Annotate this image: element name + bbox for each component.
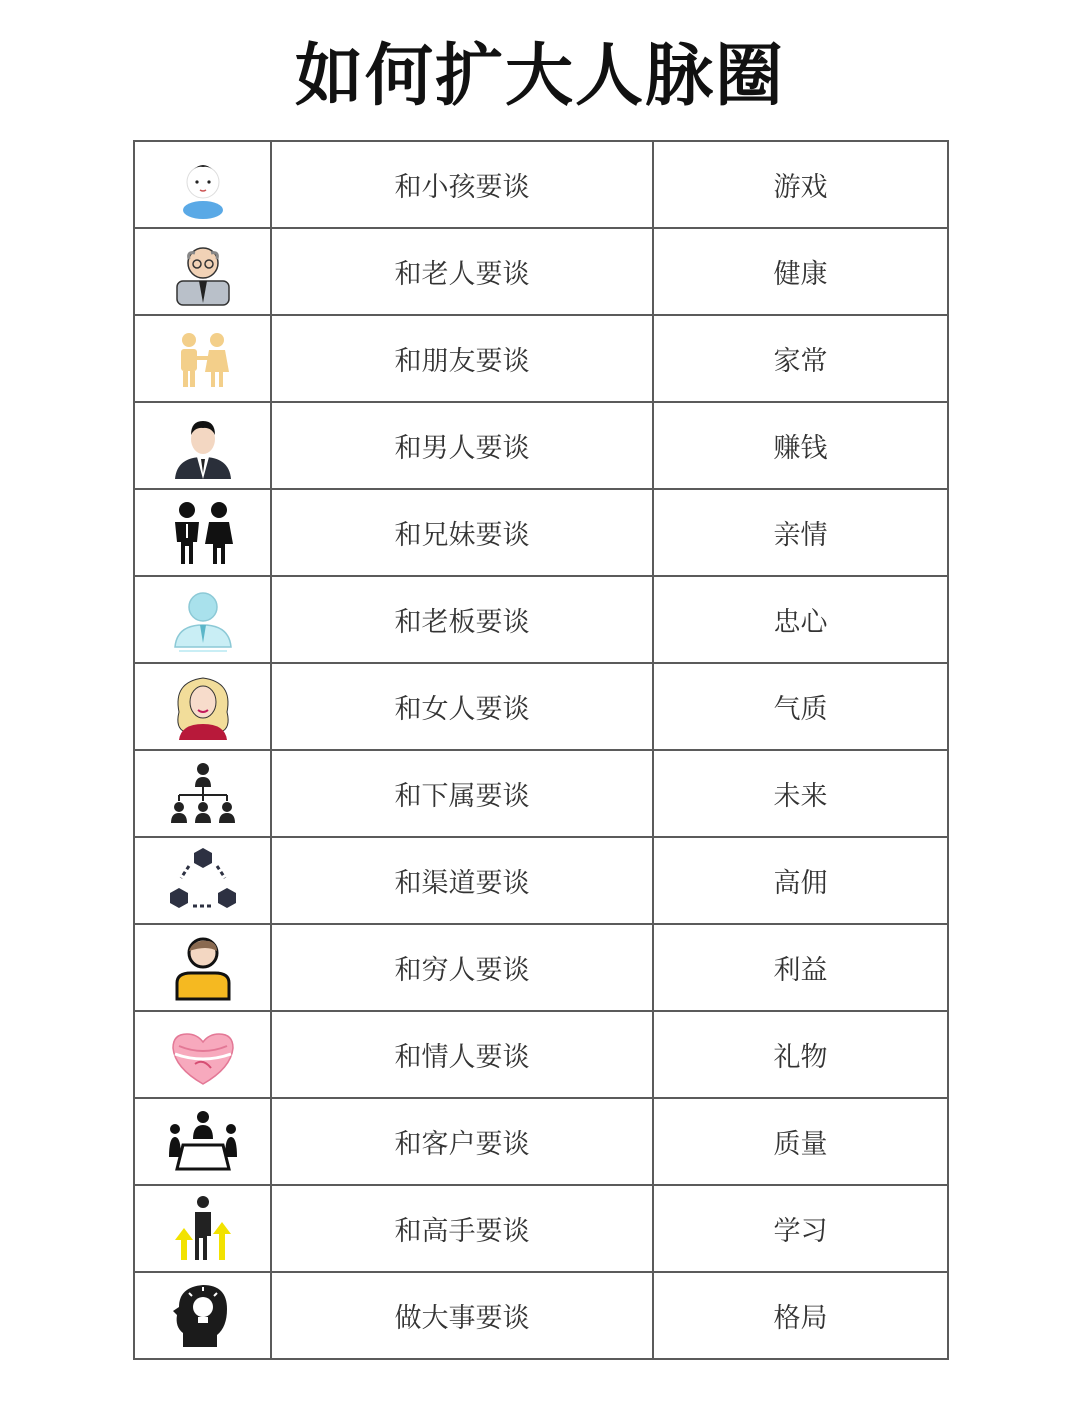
- table-row: [134, 402, 948, 489]
- table-row: [134, 1011, 948, 1098]
- table-row: [134, 1098, 948, 1185]
- person-cell: 和穷人要谈: [271, 924, 653, 1011]
- topic-cell: 游戏: [653, 141, 948, 228]
- person-cell: 和情人要谈: [271, 1011, 653, 1098]
- row-icon-cell: [134, 489, 271, 576]
- head-lightbulb-icon: [165, 1281, 241, 1351]
- topic-cell: 高佣: [653, 837, 948, 924]
- person-cell: 和男人要谈: [271, 402, 653, 489]
- table-row: [134, 924, 948, 1011]
- table-row: [134, 1272, 948, 1359]
- person-cell: 和小孩要谈: [271, 141, 653, 228]
- row-icon-cell: [134, 1272, 271, 1359]
- businessman-icon: [165, 411, 241, 481]
- person-avatar-icon: [165, 933, 241, 1003]
- friends-icon: [165, 324, 241, 394]
- heart-gift-box-icon: [165, 1020, 241, 1090]
- row-icon-cell: [134, 1011, 271, 1098]
- topic-cell: 气质: [653, 663, 948, 750]
- row-icon-cell: [134, 663, 271, 750]
- person-cell: 和兄妹要谈: [271, 489, 653, 576]
- network-hexagons-icon: [165, 846, 241, 916]
- topic-cell: 未来: [653, 750, 948, 837]
- org-chart-icon: [165, 759, 241, 829]
- table-row: [134, 837, 948, 924]
- person-cell: 和老板要谈: [271, 576, 653, 663]
- row-icon-cell: [134, 141, 271, 228]
- table-row: [134, 315, 948, 402]
- expert-growth-icon: [165, 1194, 241, 1264]
- woman-icon: [165, 672, 241, 742]
- topic-cell: 质量: [653, 1098, 948, 1185]
- table-row: [134, 489, 948, 576]
- person-cell: 做大事要谈: [271, 1272, 653, 1359]
- topic-cell: 格局: [653, 1272, 948, 1359]
- child-icon: [165, 150, 241, 220]
- topic-cell: 利益: [653, 924, 948, 1011]
- row-icon-cell: [134, 924, 271, 1011]
- table-row: [134, 228, 948, 315]
- row-icon-cell: [134, 837, 271, 924]
- page-title: 如何扩大人脉圈: [294, 37, 785, 116]
- row-icon-cell: [134, 1185, 271, 1272]
- table-row: [134, 576, 948, 663]
- table-row: [134, 750, 948, 837]
- topic-cell: 健康: [653, 228, 948, 315]
- person-cell: 和客户要谈: [271, 1098, 653, 1185]
- topic-cell: 学习: [653, 1185, 948, 1272]
- row-icon-cell: [134, 750, 271, 837]
- row-icon-cell: [134, 1098, 271, 1185]
- meeting-icon: [165, 1107, 241, 1177]
- table-row: [134, 1185, 948, 1272]
- boss-icon: [165, 585, 241, 655]
- table-row: [134, 141, 948, 228]
- person-cell: 和高手要谈: [271, 1185, 653, 1272]
- topics-table: [133, 140, 949, 1360]
- person-cell: 和下属要谈: [271, 750, 653, 837]
- person-cell: 和女人要谈: [271, 663, 653, 750]
- topic-cell: 赚钱: [653, 402, 948, 489]
- person-cell: 和朋友要谈: [271, 315, 653, 402]
- row-icon-cell: [134, 315, 271, 402]
- table-row: [134, 663, 948, 750]
- row-icon-cell: [134, 228, 271, 315]
- topic-cell: 忠心: [653, 576, 948, 663]
- topic-cell: 亲情: [653, 489, 948, 576]
- person-cell: 和老人要谈: [271, 228, 653, 315]
- topic-cell: 家常: [653, 315, 948, 402]
- row-icon-cell: [134, 402, 271, 489]
- person-cell: 和渠道要谈: [271, 837, 653, 924]
- siblings-icon: [165, 498, 241, 568]
- elderly-man-icon: [165, 237, 241, 307]
- topic-cell: 礼物: [653, 1011, 948, 1098]
- row-icon-cell: [134, 576, 271, 663]
